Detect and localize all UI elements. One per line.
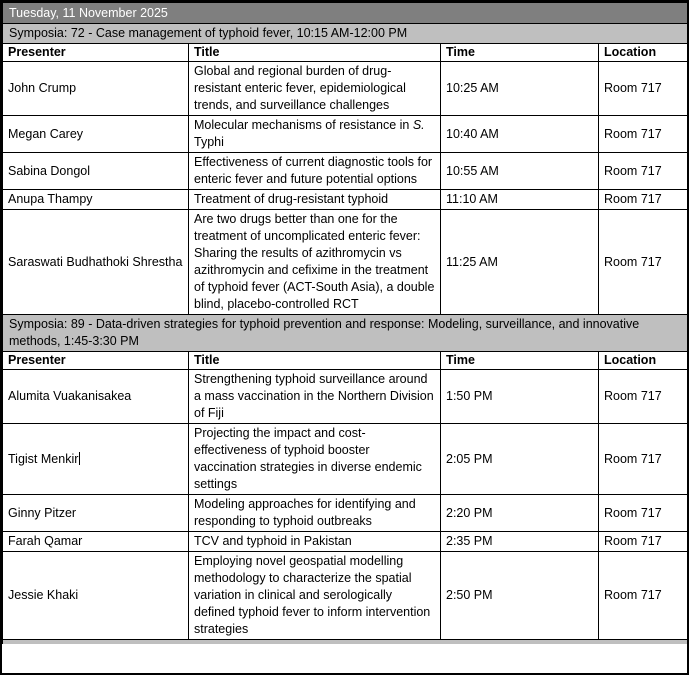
title-cell[interactable] [189, 210, 441, 315]
presenter-cell[interactable] [3, 370, 189, 424]
title-cell-text: Treatment of drug-resistant typhoid [194, 192, 389, 206]
session-row [3, 495, 688, 532]
location-cell-text: Room 717 [604, 254, 662, 269]
presenter-cell-text: Saraswati Budhathoki Shrestha [8, 254, 183, 269]
time-cell[interactable] [441, 495, 599, 532]
next-section-bar-sliver [3, 640, 688, 645]
title-cell-text: TCV and typhoid in Pakistan [194, 534, 352, 548]
location-cell[interactable] [599, 532, 688, 552]
time-cell[interactable] [441, 532, 599, 552]
time-cell[interactable] [441, 153, 599, 190]
location-cell[interactable] [599, 116, 688, 153]
time-cell-text: 2:35 PM [446, 534, 493, 548]
location-cell[interactable] [599, 62, 688, 116]
date-header-bar[interactable] [3, 3, 688, 24]
presenter-cell-text: Sabina Dongol [8, 163, 91, 178]
presenter-cell[interactable] [3, 532, 189, 552]
next-section-bar-partial [3, 640, 688, 645]
title-cell[interactable] [189, 370, 441, 424]
location-cell[interactable] [599, 495, 688, 532]
time-cell-text: 11:25 AM [446, 254, 498, 269]
title-segment-italic: S. [412, 118, 425, 132]
presenter-cell[interactable] [3, 495, 189, 532]
column-header-row [3, 44, 688, 62]
title-cell-text: Effectiveness of current diagnostic tools for enteric fever and future potential options [194, 155, 433, 186]
session-row [3, 116, 688, 153]
session-row [3, 424, 688, 495]
presenter-cell[interactable] [3, 190, 189, 210]
column-header-title[interactable]: Title [189, 44, 441, 62]
presenter-cell[interactable] [3, 153, 189, 190]
location-cell-text: Room 717 [604, 163, 662, 178]
session-row [3, 210, 688, 315]
presenter-cell[interactable] [3, 62, 189, 116]
title-cell[interactable] [189, 495, 441, 532]
column-header-location[interactable]: Location [599, 44, 688, 62]
presenter-cell-text: Megan Carey [8, 126, 84, 141]
presenter-cell-text: Anupa Thampy [8, 192, 93, 206]
location-cell-text: Room 717 [604, 81, 662, 95]
session-header-bar[interactable] [3, 24, 688, 44]
title-cell[interactable] [189, 116, 441, 153]
time-cell-text: 11:10 AM [446, 192, 498, 206]
title-cell-text: Are two drugs better than one for the treatment of uncomplicated enteric fever: Sharing the results of azithromycin vs azithromycin and cefixime in the treatment of typhoid fever (ACT-South Asia), a double blind, placebo-controlled RCT [194, 212, 435, 311]
title-cell-text: Global and regional burden of drug-resistant enteric fever, epidemiological trends, and surveillance challenges [194, 64, 406, 112]
column-header-time[interactable]: Time [441, 352, 599, 370]
location-cell-text: Room 717 [604, 534, 662, 548]
location-cell[interactable] [599, 153, 688, 190]
presenter-cell[interactable] [3, 424, 189, 495]
time-cell-text: 2:05 PM [446, 451, 493, 466]
location-cell[interactable] [599, 424, 688, 495]
location-cell[interactable] [599, 370, 688, 424]
time-cell[interactable] [441, 62, 599, 116]
session-row [3, 190, 688, 210]
date-header-text[interactable]: Tuesday, 11 November 2025 [3, 3, 688, 24]
session-header-text[interactable]: Symposia: 89 - Data-driven strategies for typhoid prevention and response: Modeling, surveillance, and innovative methods, 1:45-3:30 PM [3, 315, 688, 352]
title-cell-text: Strengthening typhoid surveillance around a mass vaccination in the Northern Division of Fiji [194, 372, 434, 420]
column-header-location[interactable]: Location [599, 352, 688, 370]
location-cell-text: Room 717 [604, 126, 662, 141]
column-header-time[interactable]: Time [441, 44, 599, 62]
title-cell-text: Modeling approaches for identifying and responding to typhoid outbreaks [194, 497, 416, 528]
presenter-cell-text: Tigist Menkir [8, 451, 79, 466]
location-cell[interactable] [599, 190, 688, 210]
session-row [3, 370, 688, 424]
location-cell-text: Room 717 [604, 389, 662, 403]
column-header-row [3, 352, 688, 370]
time-cell-text: 1:50 PM [446, 389, 493, 403]
time-cell[interactable] [441, 210, 599, 315]
title-cell[interactable] [189, 532, 441, 552]
presenter-cell[interactable] [3, 552, 189, 640]
title-cell[interactable] [189, 153, 441, 190]
session-row [3, 552, 688, 640]
presenter-cell-text: Alumita Vuakanisakea [8, 389, 132, 403]
column-header-title[interactable]: Title [189, 352, 441, 370]
location-cell-text: Room 717 [604, 451, 662, 466]
location-cell-text: Room 717 [604, 192, 662, 206]
title-cell[interactable] [189, 62, 441, 116]
presenter-cell-text: Jessie Khaki [8, 588, 79, 602]
title-cell[interactable] [189, 424, 441, 495]
presenter-cell-text: John Crump [8, 81, 77, 95]
title-segment: Typhi [194, 135, 224, 149]
location-cell[interactable] [599, 210, 688, 315]
time-cell[interactable] [441, 552, 599, 640]
presenter-cell[interactable] [3, 116, 189, 153]
session-row [3, 153, 688, 190]
time-cell-text: 10:25 AM [446, 81, 499, 95]
time-cell[interactable] [441, 424, 599, 495]
time-cell-text: 10:55 AM [446, 163, 499, 178]
column-header-presenter[interactable]: Presenter [3, 44, 189, 62]
location-cell-text: Room 717 [604, 588, 662, 602]
location-cell[interactable] [599, 552, 688, 640]
title-segment: Molecular mechanisms of resistance in [194, 118, 413, 132]
title-cell-text: Projecting the impact and cost-effectiveness of typhoid booster vaccination strategies in diverse endemic settings [194, 426, 422, 491]
presenter-cell[interactable] [3, 210, 189, 315]
title-cell[interactable] [189, 190, 441, 210]
time-cell-text: 10:40 AM [446, 126, 499, 141]
time-cell-text: 2:20 PM [446, 505, 493, 520]
time-cell-text: 2:50 PM [446, 588, 493, 602]
time-cell[interactable] [441, 370, 599, 424]
title-cell[interactable] [189, 552, 441, 640]
session-row [3, 62, 688, 116]
time-cell[interactable] [441, 190, 599, 210]
presenter-cell-text: Farah Qamar [8, 534, 83, 548]
session-header-bar[interactable] [3, 315, 688, 352]
text-cursor [79, 452, 80, 465]
location-cell-text: Room 717 [604, 505, 662, 520]
title-cell-text: Employing novel geospatial modelling methodology to characterize the spatial variation in clinical and serologically defined typhoid fever to inform intervention strategies [194, 554, 431, 636]
column-header-presenter[interactable]: Presenter [3, 352, 189, 370]
session-row [3, 532, 688, 552]
schedule-table [2, 2, 688, 644]
session-header-text[interactable]: Symposia: 72 - Case management of typhoid fever, 10:15 AM-12:00 PM [3, 24, 688, 44]
time-cell[interactable] [441, 116, 599, 153]
presenter-cell-text: Ginny Pitzer [8, 505, 77, 520]
